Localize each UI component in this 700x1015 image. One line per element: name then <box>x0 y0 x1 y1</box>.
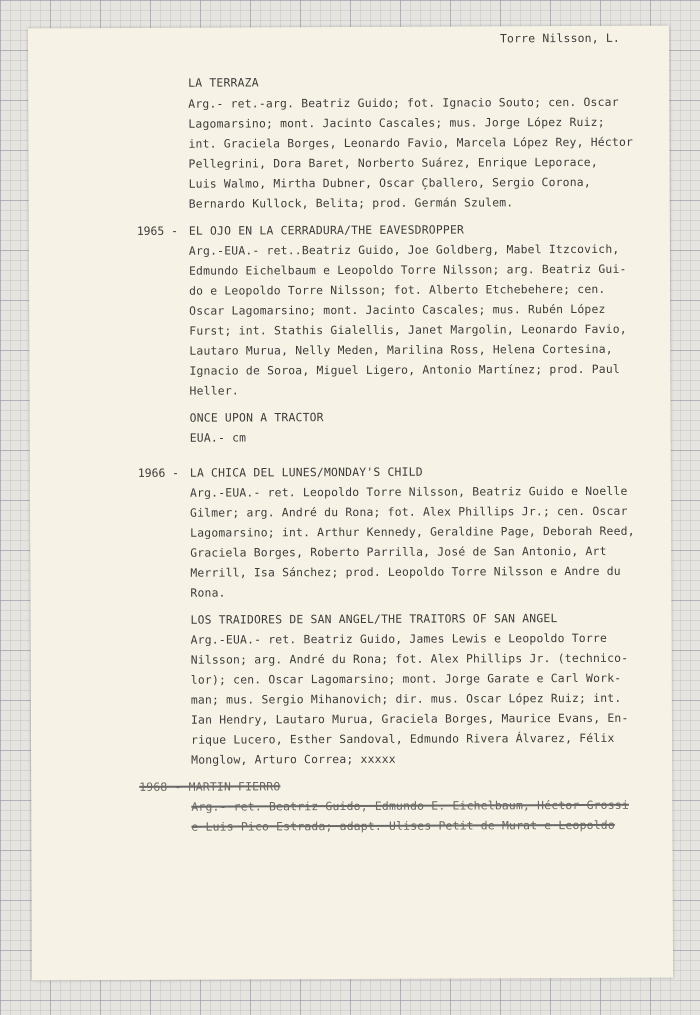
entry-title: EL OJO EN LA CERRADURA/THE EAVESDROPPER <box>188 222 465 238</box>
author-header: Torre Nilsson, L. <box>499 30 620 46</box>
entry-line: Ignacio de Soroa, Miguel Ligero, Antonio Martínez; prod. Paul <box>189 361 620 378</box>
struck-heading: 1968 - MARTIN FIERRO <box>139 779 281 794</box>
entry-title: LA TERRAZA <box>188 75 259 90</box>
struck-line: e Luis Pico Estrada; adapt. Ulises Petit de Murat e Leopoldo <box>191 817 615 834</box>
entry-title: ONCE UPON A TRACTOR <box>189 410 324 425</box>
entry-line: Rona. <box>190 585 226 600</box>
entry-line: man; mus. Sergio Mihanovich; dir. mus. Oscar López Ruiz; int. <box>190 690 622 707</box>
entry-line: Arg.- ret.-arg. Beatriz Guido; fot. Ignacio Souto; cen. Oscar <box>188 94 619 111</box>
entry-line: Lautaro Murua, Nelly Meden, Marilina Ross, Helena Cortesina, <box>189 341 613 358</box>
entry-line: Oscar Lagomarsino; mont. Jacinto Cascales; mus. Rubén López <box>189 301 606 318</box>
entry-line: lor); cen. Oscar Lagomarsino; mont. Jorge Garate e Carl Work- <box>190 670 622 687</box>
entry-line: Luis Walmo, Mirtha Dubner, Oscar C̦ballero, Sergio Corona, <box>188 174 591 191</box>
entry-line: Lagomarsino; int. Arthur Kennedy, Geraldine Page, Deborah Reed, <box>190 523 635 540</box>
entry-year: 1966 - <box>137 465 180 480</box>
entry-line: EUA.- cm <box>189 430 247 445</box>
entry-line: Nilsson; arg. André du Rona; fot. Alex Phillips Jr. (technico- <box>190 650 629 667</box>
entry-line: Arg.-EUA.- ret. Leopoldo Torre Nilsson, Beatriz Guido e Noelle <box>189 483 628 500</box>
entry-year: 1965 - <box>136 223 178 238</box>
entry-line: int. Graciela Borges, Leonardo Favio, Marcela López Rey, Héctor <box>188 134 634 151</box>
entry-title: LA CHICA DEL LUNES/MONDAY'S CHILD <box>189 464 423 480</box>
entry-line: Furst; int. Stathis Gialellis, Janet Margolin, Leonardo Favio, <box>189 321 627 338</box>
entry-line: Monglow, Arturo Correa; xxxxx <box>191 751 396 767</box>
entry-line: Arg.-EUA.- ret..Beatriz Guido, Joe Goldberg, Mabel Itzcovich, <box>188 241 620 258</box>
entry-line: Edmundo Eichelbaum e Leopoldo Torre Nilsson; arg. Beatriz Gui- <box>188 261 627 278</box>
entry-title: LOS TRAIDORES DE SAN ANGEL/THE TRAITORS OF SAN ANGEL <box>190 611 558 627</box>
entry-line: Graciela Borges, Roberto Parrilla, José de San Antonio, Art <box>190 543 607 560</box>
entry-line: Arg.-EUA.- ret. Beatriz Guido, James Lewis e Leopoldo Torre <box>190 630 608 647</box>
struck-line: Arg.- ret. Beatriz Guido, Edmundo E. Eichelbaum, Héctor Grossi <box>191 797 629 814</box>
entry-line: Bernardo Kullock, Belita; prod. Germán Szulem. <box>188 195 514 211</box>
entry-line: Pellegrini, Dora Baret, Norberto Suárez, Enrique Leporace, <box>188 154 598 171</box>
document-page <box>28 26 673 981</box>
entry-line: rique Lucero, Esther Sandoval, Edmundo Rivera Álvarez, Félix <box>191 730 615 747</box>
entry-line: Lagomarsino; mont. Jacinto Cascales; mus. Jorge López Ruiz; <box>188 114 605 131</box>
entry-line: Merrill, Isa Sánchez; prod. Leopoldo Torre Nilsson e Andre du <box>190 563 621 580</box>
entry-line: Ian Hendry, Lautaro Murua, Graciela Borges, Maurice Evans, En- <box>190 710 629 727</box>
entry-line: Gilmer; arg. André du Rona; fot. Alex Phillips Jr.; cen. Oscar <box>190 503 628 520</box>
entry-line: do e Leopoldo Torre Nilsson; fot. Alberto Etchebehere; cen. <box>189 281 606 298</box>
entry-line: Heller. <box>189 383 239 398</box>
